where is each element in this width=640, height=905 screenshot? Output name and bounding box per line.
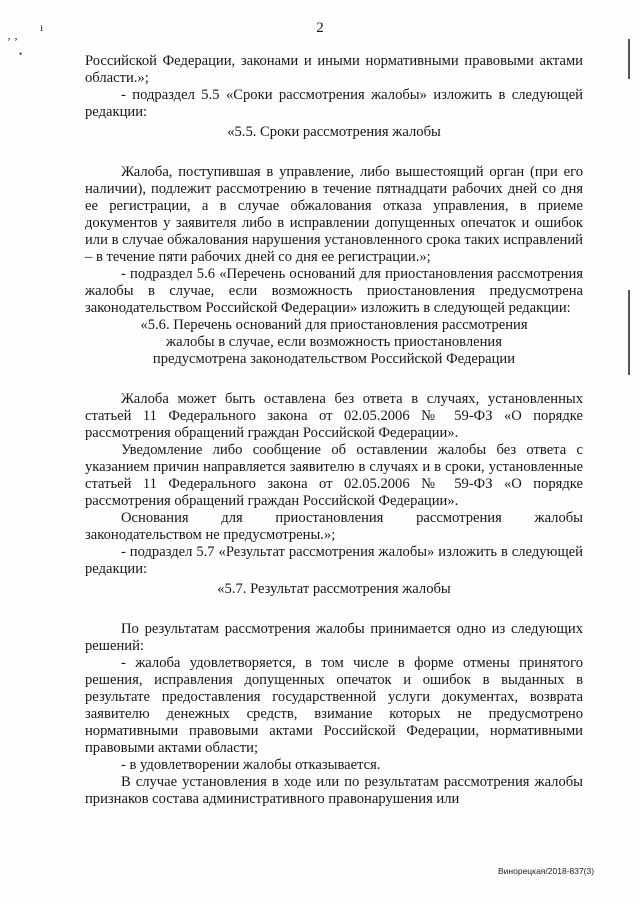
margin-mark: • <box>19 49 23 59</box>
paragraph: - в удовлетворении жалобы отказывается. <box>121 757 381 773</box>
footer-code: Винорецкая/2018-837(3) <box>498 866 595 876</box>
paragraph: Жалоба, поступившая в управление, либо вышестоящий орган (при его наличии), подлежит рассмотрению в течение пятнадцати рабочих дней со дня ее регистрации, а в случае обжалования отказа управления, в приеме документов у заявителя либо в исправлении допущенных опечаток и ошибок или в случае обжалования нарушения установленного срока таких исправлений – в течение пяти рабочих дней со дня ее регистрации.»; <box>85 164 583 265</box>
paragraph: В случае установления в ходе или по результатам рассмотрения жалобы признаков состава административного правонарушения или <box>85 774 583 807</box>
paragraph: Уведомление либо сообщение об оставлении жалобы без ответа с указанием причин направляется заявителю в случаях и в сроки, установленные статьей 11 Федерального закона от 02.05.2006 № 59-ФЗ «О порядке рассмотрения обращений граждан Российской Федерации». <box>85 442 583 509</box>
scan-edge-mark <box>628 39 630 79</box>
paragraph: Жалоба может быть оставлена без ответа в случаях, установленных статьей 11 Федерального закона от 02.05.2006 № 59-ФЗ «О порядке рассмотрения обращений граждан Российской Федерации». <box>85 391 583 441</box>
section-heading: «5.5. Сроки рассмотрения жалобы <box>227 124 441 140</box>
section-heading: предусмотрена законодательством Российской Федерации <box>152 351 516 367</box>
document-body <box>85 53 583 808</box>
paragraph: - подраздел 5.7 «Результат рассмотрения жалобы» изложить в следующей редакции: <box>85 544 583 577</box>
paragraph: По результатам рассмотрения жалобы принимается одно из следующих решений: <box>85 621 583 654</box>
paragraph: - подраздел 5.6 «Перечень оснований для приостановления рассмотрения жалобы в случае, если возможность приостановления предусмотрена законодательством Российской Федерации» изложить в следующей редакции: <box>85 266 583 316</box>
page-number: 2 <box>316 20 324 36</box>
paragraph: - подраздел 5.5 «Сроки рассмотрения жалобы» изложить в следующей редакции: <box>85 87 583 120</box>
section-heading: жалобы в случае, если возможность приостановления <box>166 334 502 350</box>
section-heading: «5.7. Результат рассмотрения жалобы <box>217 581 451 597</box>
paragraph: Российской Федерации, законами и иными нормативными правовыми актами области.»; <box>85 53 583 86</box>
paragraph: Основания для приостановления рассмотрения жалобы законодательством не предусмотрены.»; <box>85 510 583 543</box>
scan-edge-mark <box>628 290 630 375</box>
paragraph: - жалоба удовлетворяется, в том числе в форме отмены принятого решения, исправления допущенных опечаток и ошибок в выданных в результате предоставления государственной услуги документах, возврата заявителю денежных средств, взимание которых не предусмотрено нормативными правовыми актами Российской Федерации, нормативными правовыми актами области; <box>85 655 583 756</box>
margin-mark: ı <box>40 20 44 34</box>
section-heading: «5.6. Перечень оснований для приостановления рассмотрения <box>140 317 528 333</box>
margin-mark: ‚ ‚ <box>7 28 18 42</box>
